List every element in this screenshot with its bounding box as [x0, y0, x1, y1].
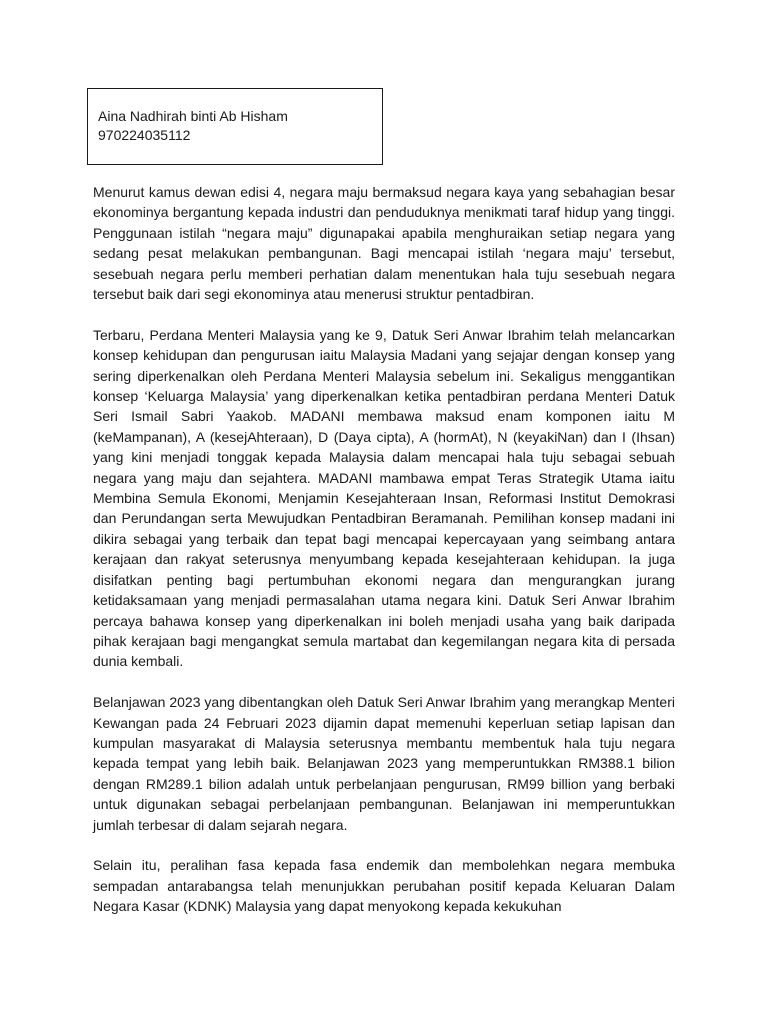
paragraph-3: Belanjawan 2023 yang dibentangkan oleh Datuk Seri Anwar Ibrahim yang merangkap Menteri Kewangan pada 24 Februari 2023 dijamin dapat memenuhi keperluan setiap lapisan dan kumpulan masyarakat di Malaysia seterusnya membantu membentuk hala tuju negara kepada tempat yang lebih baik. Belanjawan 2023 yang memperuntukkan RM388.1 bilion dengan RM289.1 bilion adalah untuk perbelanjaan pengurusan, RM99 billion yang berbaki untuk digunakan sebagai perbelanjaan pembangunan. Belanjawan ini memperuntukkan jumlah terbesar di dalam sejarah negara.	[93, 694, 675, 833]
paragraph-2: Terbaru, Perdana Menteri Malaysia yang ke 9, Datuk Seri Anwar Ibrahim telah melancarkan konsep kehidupan dan pengurusan iaitu Malaysia Madani yang sejajar dengan konsep yang sering diperkenalkan oleh Perdana Menteri Malaysia sebelum ini. Sekaligus menggantikan konsep ‘Keluarga Malaysia’ yang diperkenalkan ketika pentadbiran perdana Menteri Datuk Seri Ismail Sabri Yaakob. MADANI membawa maksud enam komponen iaitu M (keMampanan), A (kesejAhteraan), D (Daya cipta), A (hormAt), N (keyakiNan) dan I (Ihsan) yang kini menjadi tonggak kepada Malaysia dalam mencapai hala tuju sebagai sebuah negara yang maju dan sejahtera. MADANI mambawa empat Teras Strategik Utama iaitu Membina Semula Ekonomi, Menjamin Kesejahteraan Insan, Reformasi Institut Demokrasi dan Perundangan serta Mewujudkan Pentadbiran Beramanah. Pemilihan konsep madani ini dikira sebagai yang terbaik dan tepat bagi mencapai kepercayaan yang seimbang antara kerajaan dan rakyat seterusnya menyumbang kepada kesejahteraan kehidupan. Ia juga disifatkan penting bagi pertumbuhan ekonomi negara dan mengurangkan jurang ketidaksamaan yang menjadi permasalahan utama negara kini. Datuk Seri Anwar Ibrahim percaya bahawa konsep yang diperkenalkan ini boleh menjadi usaha yang baik daripada pihak kerajaan bagi mengangkat semula martabat dan kegemilangan negara kita di persada dunia kembali.	[93, 326, 675, 670]
student-name: Aina Nadhirah binti Ab Hisham	[98, 108, 288, 124]
paragraph-4: Selain itu, peralihan fasa kepada fasa endemik dan membolehkan negara membuka sempadan antarabangsa telah menunjukkan perubahan positif kepada Keluaran Dalam Negara Kasar (KDNK) Malaysia yang dapat menyokong kepada kekukuhan	[93, 857, 675, 915]
student-info-box	[87, 88, 383, 165]
paragraph-1: Menurut kamus dewan edisi 4, negara maju bermaksud negara kaya yang sebahagian besar ekonominya bergantung kepada industri dan penduduknya menikmati taraf hidup yang tinggi. Penggunaan istilah “negara maju” digunapakai apabila menghuraikan setiap negara yang sedang pesat melakukan pembangunan. Bagi mencapai istilah ‘negara maju’ tersebut, sesebuah negara perlu memberi perhatian dalam menentukan hala tuju sesebuah negara tersebut baik dari segi ekonominya atau menerusi struktur pentadbiran.	[93, 184, 675, 303]
student-id-number: 970224035112	[98, 127, 191, 143]
essay-body	[93, 182, 675, 937]
